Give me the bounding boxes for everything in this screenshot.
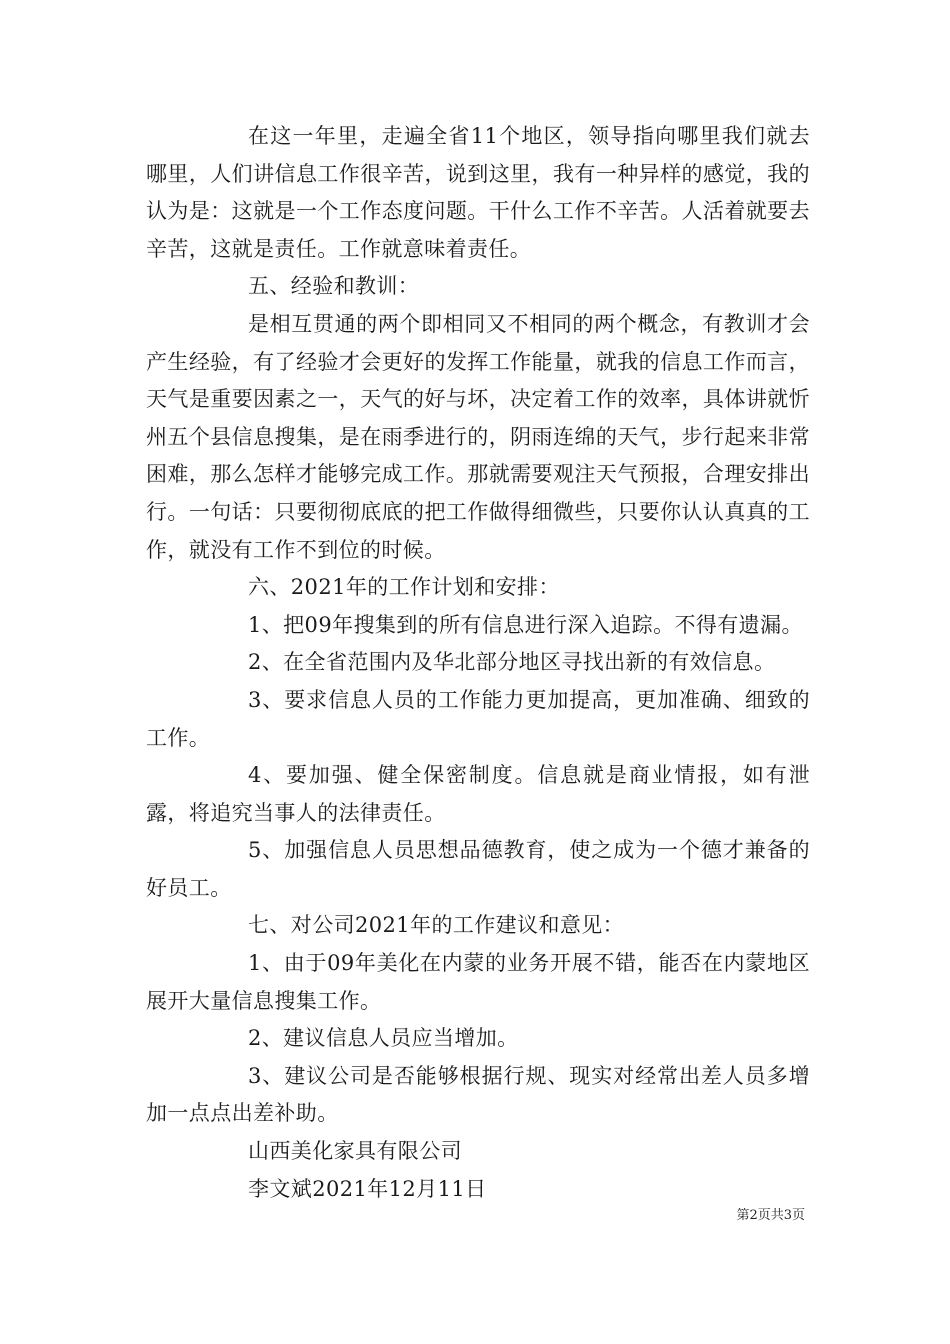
paragraph-work-attitude: 在这一年里，走遍全省11个地区，领导指向哪里我们就去哪里，人们讲信息工作很辛苦，说到这里，我有一种异样的感觉，我的认为是：这就是一个工作态度问题。干什么工作不辛苦。人活着就要去辛苦，这就是责任。工作就意味着责任。 bbox=[146, 124, 810, 261]
suggestion-item-1: 1、由于09年美化在内蒙的业务开展不错，能否在内蒙地区展开大量信息搜集工作。 bbox=[146, 951, 810, 1013]
signature-author-date: 李文斌2021年12月11日 bbox=[248, 1176, 487, 1201]
plan-item-2: 2、在全省范围内及华北部分地区寻找出新的有效信息。 bbox=[248, 650, 776, 675]
heading-suggestions: 七、对公司2021年的工作建议和意见： bbox=[248, 913, 625, 938]
paragraph-experience-lessons: 是相互贯通的两个即相同又不相同的两个概念，有教训才会产生经验，有了经验才会更好的发挥工作能量，就我的信息工作而言，天气是重要因素之一，天气的好与坏，决定着工作的效率，具体讲就忻州五个县信息搜集，是在雨季进行的，阴雨连绵的天气，步行起来非常困难，那么怎样才能够完成工作。那就需要观注天气预报，合理安排出行。一句话：只要彻彻底底的把工作做得细微些，只要你认认真真的工作，就没有工作不到位的时候。 bbox=[146, 311, 810, 562]
plan-item-3: 3、要求信息人员的工作能力更加提高，更加准确、细致的工作。 bbox=[146, 687, 810, 750]
document-body bbox=[146, 118, 810, 1208]
signature-company: 山西美化家具有限公司 bbox=[248, 1139, 462, 1164]
plan-item-4: 4、要加强、健全保密制度。信息就是商业情报，如有泄露，将追究当事人的法律责任。 bbox=[146, 763, 810, 825]
plan-item-5: 5、加强信息人员思想品德教育，使之成为一个德才兼备的好员工。 bbox=[146, 838, 810, 900]
page-number: 第2页共3页 bbox=[736, 1208, 805, 1223]
heading-experience-lessons: 五、经验和教训： bbox=[248, 274, 420, 299]
suggestion-item-3: 3、建议公司是否能够根据行规、现实对经常出差人员多增加一点点出差补助。 bbox=[146, 1063, 810, 1126]
heading-work-plan: 六、2021年的工作计划和安排： bbox=[248, 575, 560, 600]
suggestion-item-2: 2、建议信息人员应当增加。 bbox=[248, 1026, 519, 1051]
plan-item-1: 1、把09年搜集到的所有信息进行深入追踪。不得有遗漏。 bbox=[248, 612, 803, 637]
